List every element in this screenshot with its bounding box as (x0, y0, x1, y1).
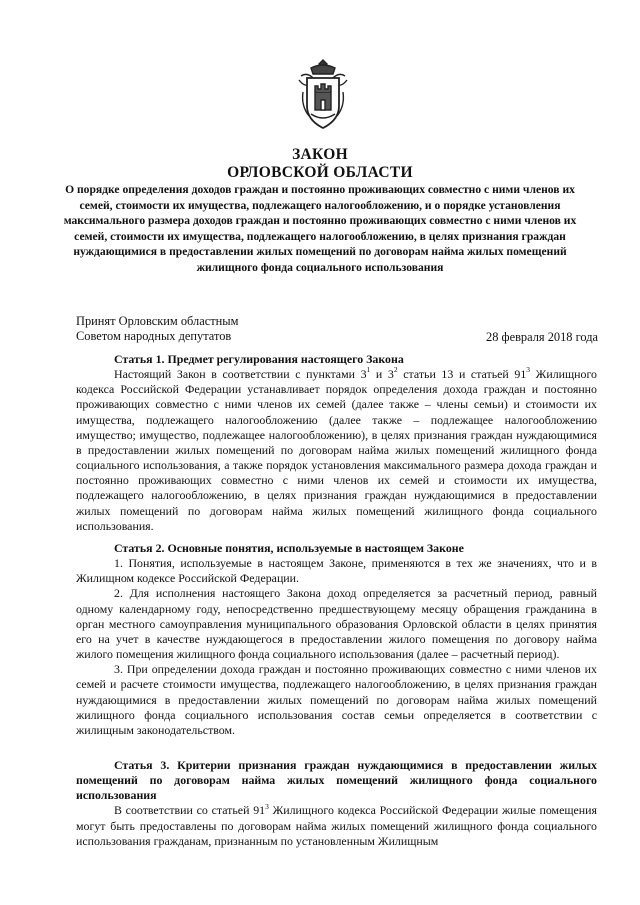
text-run: В соответствии со статьей 91 (114, 803, 266, 818)
article-2-point-3: 3. При определении дохода граждан и постоянно проживающих совместно с ними членов их семей и расчете стоимости имущества, подлежащего налогообложению, в целях признания граждан нуждающимися в предоставлении жилых помещений по договорам найма жилых помещений жилищного фонда социального использования состав семьи определяется в соответствии с жилищным законодательством. (76, 662, 597, 737)
article-3 (76, 758, 597, 849)
article-1-heading: Статья 1. Предмет регулирования настоящего Закона (114, 352, 404, 366)
article-2-point-2: 2. Для исполнения настоящего Закона доход определяется за расчетный период, равный одному календарному году, непосредственно предшествующему месяцу обращения гражданина в орган местного самоуправления муниципального образования Орловской области в целях принятия его на учет в качестве нуждающегося в предоставлении жилого помещения по договору найма жилого помещения жилищного фонда социального использования (далее – расчетный период). (76, 586, 597, 662)
text-run: статьи 13 и статьей 91 (397, 367, 527, 382)
adoption-line1: Принят Орловским областным (76, 314, 239, 328)
superscript: 2 (393, 365, 398, 375)
article-2 (76, 541, 597, 738)
article-3-paragraph (76, 803, 597, 848)
article-3-heading: Статья 3. Критерии признания граждан нуждающимися в предоставлении жилых помещений по договорам найма жилых помещений жилищного фонда социального использования (76, 758, 597, 803)
article-2-point-1: 1. Понятия, используемые в настоящем Законе, применяются в тех же значениях, что и в Жилищном кодексе Российской Федерации. (76, 556, 597, 586)
law-title-line1: ЗАКОН (292, 146, 348, 163)
adoption-authority (76, 314, 238, 344)
text-run: и 3 (370, 367, 394, 382)
adoption-line2: Советом народных депутатов (76, 329, 232, 343)
article-1 (76, 352, 597, 534)
law-subtitle: О порядке определения доходов граждан и постоянно проживающих совместно с ними членов их семей, стоимости их имущества, подлежащего налогообложению, и о порядке установления максимального размера доходов граждан и постоянно проживающих совместно с ними членов их семей, стоимости их имущества, подлежащего налогообложению, в целях признания граждан нуждающимися в предоставлении жилых помещений по договорам найма жилых помещений жилищного фонда социального использования (63, 183, 577, 274)
article-2-heading: Статья 2. Основные понятия, используемые в настоящем Законе (114, 541, 464, 555)
law-title (60, 146, 580, 182)
text-run: Жилищного кодекса Российской Федерации устанавливает порядок определения дохода граждан и постоянно проживающих совместно с ними членов их семей (далее также – члены семьи) и стоимости их имущества, подлежащего налогообложению (далее также – подлежащее налогообложению имущество; имущество, подлежащее налогообложению), в целях признания граждан нуждающимися в предоставлении жилых помещений по договорам найма жилых помещений жилищного фонда социального использования, а также порядок установления максимального размера дохода граждан и постоянно проживающих совместно с ними членов их семей и стоимости их имущества, подлежащего налогообложению, в целях признания граждан нуждающимися в предоставлении жилых помещений по договорам найма жилых помещений жилищного фонда социального использования. (76, 367, 597, 533)
text-run: Настоящий Закон в соответствии с пунктами 3 (114, 367, 367, 382)
coat-of-arms-emblem (297, 58, 349, 132)
superscript: 3 (265, 801, 269, 811)
law-title-line2: ОРЛОВСКОЙ ОБЛАСТИ (227, 164, 413, 181)
superscript: 3 (526, 365, 531, 375)
adoption-date: 28 февраля 2018 года (486, 330, 598, 344)
article-1-paragraph (76, 367, 597, 534)
text-run: Жилищного кодекса Российской Федерации жилые помещения могут быть предоставлены по договорам найма жилых помещений жилищного фонда социального использования гражданам, признанным по установленным Жилищным (76, 803, 597, 848)
superscript: 1 (366, 365, 371, 375)
